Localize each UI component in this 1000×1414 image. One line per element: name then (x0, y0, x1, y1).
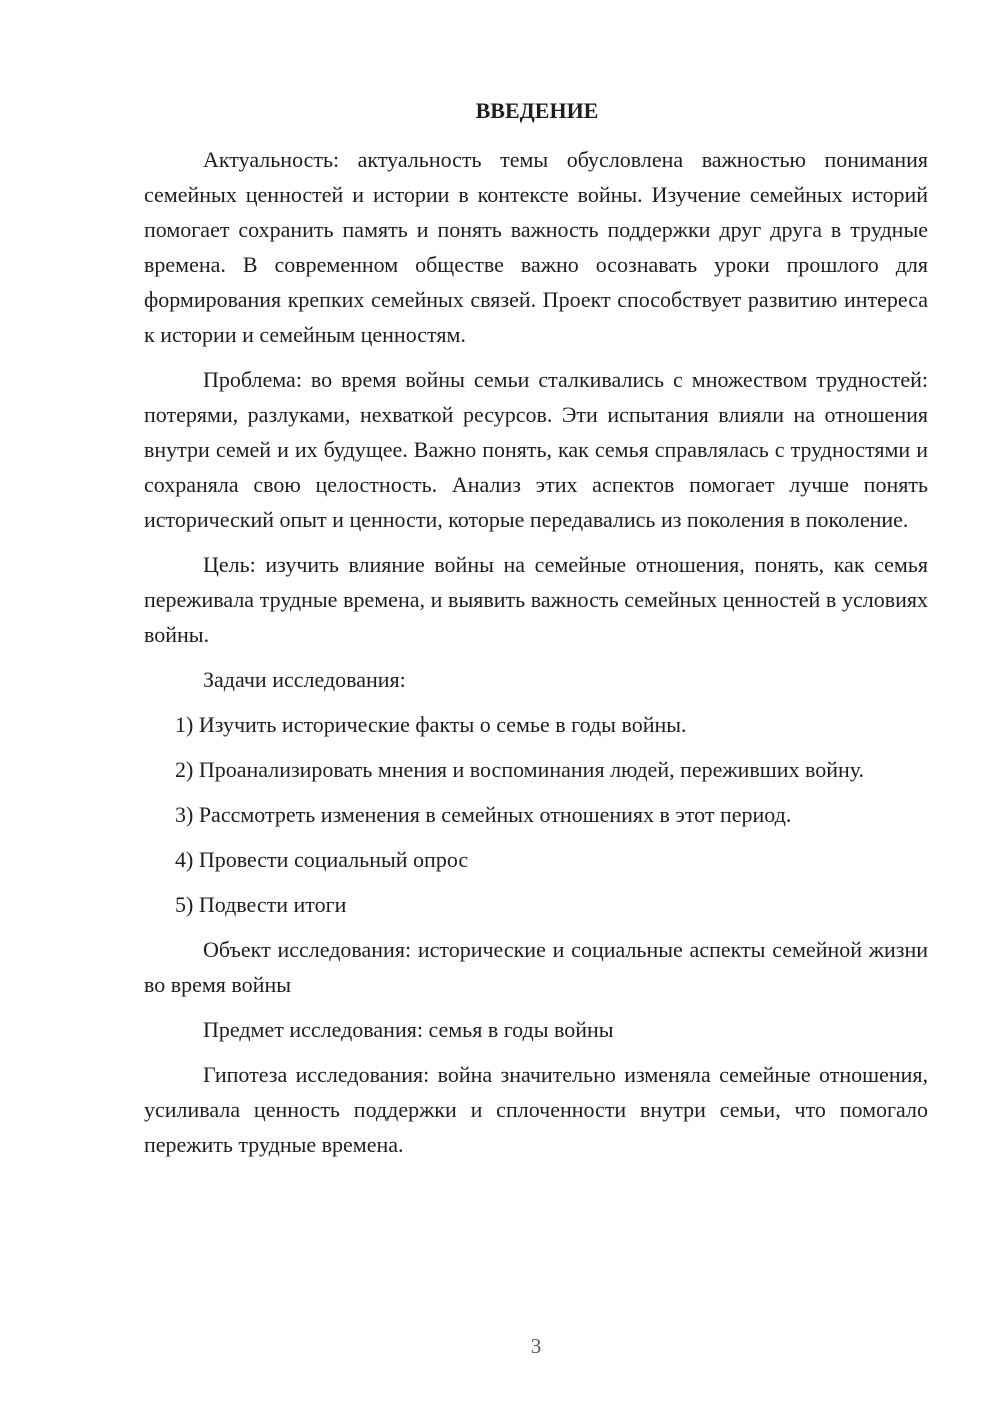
paragraph-object: Объект исследования: исторические и социальные аспекты семейной жизни во время войны (144, 937, 928, 997)
page-number: 3 (530, 1334, 542, 1358)
paragraph-goal: Цель: изучить влияние войны на семейные отношения, понять, как семья переживала трудные времена, и выявить важность семейных ценностей в условиях войны. (144, 552, 928, 647)
document-body (144, 96, 928, 1172)
paragraph-relevance: Актуальность: актуальность темы обусловлена важностью понимания семейных ценностей и истории в контексте войны. Изучение семейных историй помогает сохранить память и понять важность поддержки друг друга в трудные времена. В современном обществе важно осознавать уроки прошлого для формирования крепких семейных связей. Проект способствует развитию интереса к истории и семейным ценностям. (144, 147, 928, 347)
paragraph-problem: Проблема: во время войны семьи сталкивались с множеством трудностей: потерями, разлуками, нехваткой ресурсов. Эти испытания влияли на отношения внутри семей и их будущее. Важно понять, как семья справлялась с трудностями и сохраняла свою целостность. Анализ этих аспектов помогает лучше понять исторический опыт и ценности, которые передавались из поколения в поколение. (144, 367, 928, 532)
paragraph-hypothesis: Гипотеза исследования: война значительно изменяла семейные отношения, усиливала ценность поддержки и сплоченности внутри семьи, что помогало пережить трудные времена. (144, 1062, 928, 1157)
tasks-heading: Задачи исследования: (203, 667, 406, 692)
paragraph-subject: Предмет исследования: семья в годы войны (203, 1017, 614, 1042)
task-item-4: 4) Провести социальный опрос (175, 847, 469, 872)
task-item-3: 3) Рассмотреть изменения в семейных отношениях в этот период. (175, 802, 792, 827)
page-title: ВВЕДЕНИЕ (475, 98, 599, 123)
task-item-2: 2) Проанализировать мнения и воспоминания людей, переживших войну. (175, 757, 865, 782)
task-item-1: 1) Изучить исторические факты о семье в годы войны. (175, 712, 687, 737)
task-item-5: 5) Подвести итоги (175, 892, 347, 917)
